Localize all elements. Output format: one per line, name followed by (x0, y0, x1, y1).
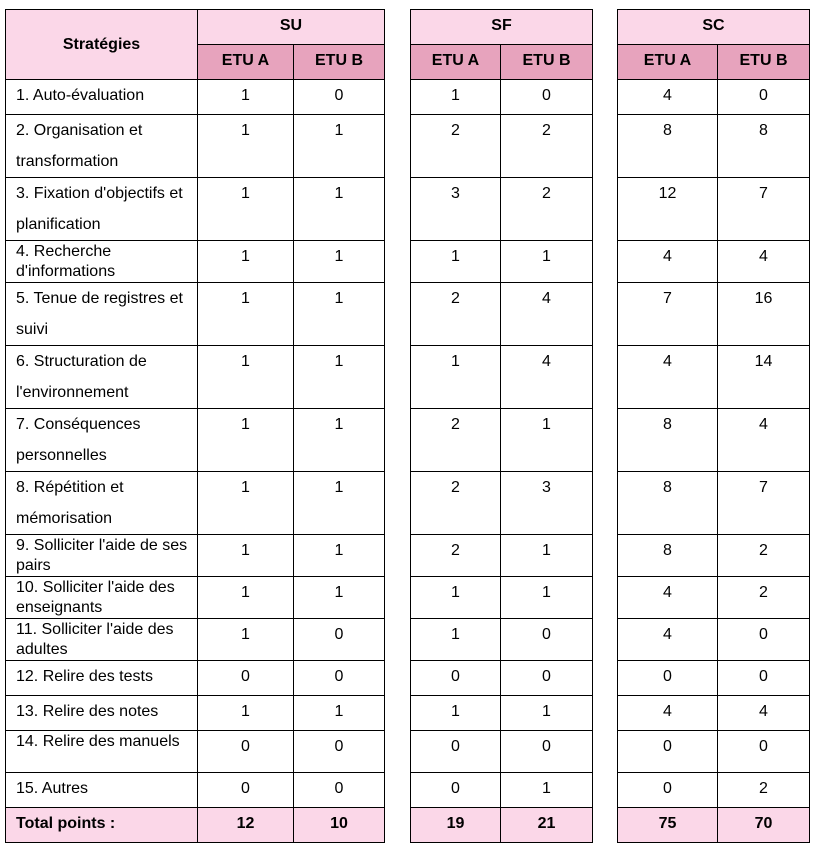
table-row (6, 619, 810, 661)
sf-etu-b-value: 0 (501, 80, 593, 115)
sf-etu-b-value: 0 (501, 619, 593, 661)
sf-etu-a-value: 0 (411, 661, 501, 696)
table-row (6, 346, 810, 409)
su-etu-a-value: 1 (198, 409, 294, 472)
su-etu-b-value: 1 (294, 115, 385, 178)
sf-etu-a-header: ETU A (411, 45, 501, 80)
sc-etu-b-value: 14 (718, 346, 810, 409)
table-row (6, 773, 810, 808)
strategy-label: 8. Répétition et mémorisation (6, 472, 198, 535)
su-etu-b-value: 1 (294, 535, 385, 577)
sf-etu-b-value: 1 (501, 577, 593, 619)
sf-etu-a-value: 1 (411, 80, 501, 115)
sc-etu-a-value: 4 (618, 241, 718, 283)
sf-etu-a-value: 2 (411, 535, 501, 577)
sc-etu-a-value: 8 (618, 409, 718, 472)
su-etu-a-value: 0 (198, 731, 294, 773)
table-row (6, 535, 810, 577)
sc-etu-b-value: 2 (718, 577, 810, 619)
strategy-label: 9. Solliciter l'aide de ses pairs (6, 535, 198, 577)
sc-etu-a-value: 4 (618, 696, 718, 731)
strategy-label: 15. Autres (6, 773, 198, 808)
strategy-label: 7. Conséquences personnelles (6, 409, 198, 472)
su-etu-a-header: ETU A (198, 45, 294, 80)
sc-etu-b-value: 16 (718, 283, 810, 346)
strategy-label: 4. Recherche d'informations (6, 241, 198, 283)
sc-etu-b-value: 0 (718, 661, 810, 696)
su-etu-b-value: 1 (294, 283, 385, 346)
strategy-label: 14. Relire des manuels (6, 731, 198, 773)
su-etu-b-value: 0 (294, 773, 385, 808)
sf-etu-b-value: 4 (501, 346, 593, 409)
table-row (6, 696, 810, 731)
sc-etu-a-value: 0 (618, 731, 718, 773)
sc-etu-a-total: 75 (618, 808, 718, 843)
table-row (6, 731, 810, 773)
su-etu-b-value: 0 (294, 80, 385, 115)
table-row (6, 80, 810, 115)
strategy-label: 11. Solliciter l'aide des adultes (6, 619, 198, 661)
su-etu-b-total: 10 (294, 808, 385, 843)
sc-etu-a-value: 8 (618, 472, 718, 535)
sc-etu-a-value: 8 (618, 535, 718, 577)
su-etu-a-value: 1 (198, 178, 294, 241)
sf-etu-a-value: 2 (411, 283, 501, 346)
table-row (6, 115, 810, 178)
su-etu-a-value: 1 (198, 619, 294, 661)
sf-etu-b-value: 4 (501, 283, 593, 346)
table-row (6, 472, 810, 535)
su-etu-a-value: 1 (198, 472, 294, 535)
sc-etu-b-value: 0 (718, 731, 810, 773)
strategy-label: 6. Structuration de l'environnement (6, 346, 198, 409)
su-etu-b-value: 1 (294, 346, 385, 409)
su-etu-a-value: 1 (198, 696, 294, 731)
strategy-label: 5. Tenue de registres et suivi (6, 283, 198, 346)
sc-etu-a-value: 8 (618, 115, 718, 178)
strategy-label: 1. Auto-évaluation (6, 80, 198, 115)
sf-etu-b-value: 3 (501, 472, 593, 535)
sf-etu-b-value: 2 (501, 178, 593, 241)
sc-etu-b-value: 4 (718, 241, 810, 283)
sc-etu-a-header: ETU A (618, 45, 718, 80)
sc-etu-a-value: 12 (618, 178, 718, 241)
table-row (6, 661, 810, 696)
sc-etu-b-value: 7 (718, 472, 810, 535)
strategies-table (5, 9, 810, 843)
sf-etu-a-value: 2 (411, 115, 501, 178)
sf-etu-a-value: 3 (411, 178, 501, 241)
su-etu-b-value: 1 (294, 696, 385, 731)
sc-etu-a-value: 0 (618, 773, 718, 808)
sc-etu-b-total: 70 (718, 808, 810, 843)
su-etu-b-header: ETU B (294, 45, 385, 80)
sf-etu-a-value: 1 (411, 577, 501, 619)
group-header-sc: SC (618, 10, 810, 45)
sf-etu-a-value: 2 (411, 409, 501, 472)
sc-etu-a-value: 4 (618, 619, 718, 661)
sf-etu-b-value: 1 (501, 696, 593, 731)
sc-etu-b-value: 7 (718, 178, 810, 241)
sc-etu-b-value: 0 (718, 80, 810, 115)
sc-etu-a-value: 0 (618, 661, 718, 696)
total-label: Total points : (6, 808, 198, 843)
su-etu-a-value: 1 (198, 115, 294, 178)
table-body (6, 80, 810, 843)
su-etu-a-value: 1 (198, 283, 294, 346)
sc-etu-b-value: 2 (718, 535, 810, 577)
group-header-sf: SF (411, 10, 593, 45)
su-etu-a-total: 12 (198, 808, 294, 843)
sc-etu-a-value: 4 (618, 346, 718, 409)
sc-etu-b-value: 2 (718, 773, 810, 808)
sf-etu-b-value: 1 (501, 241, 593, 283)
su-etu-b-value: 1 (294, 178, 385, 241)
sf-etu-a-value: 1 (411, 619, 501, 661)
sc-etu-b-value: 4 (718, 409, 810, 472)
sf-etu-a-value: 1 (411, 241, 501, 283)
sc-etu-a-value: 4 (618, 80, 718, 115)
sf-etu-b-value: 1 (501, 409, 593, 472)
sf-etu-a-value: 1 (411, 346, 501, 409)
su-etu-b-value: 0 (294, 619, 385, 661)
table-row (6, 409, 810, 472)
su-etu-b-value: 1 (294, 409, 385, 472)
group-header-su: SU (198, 10, 385, 45)
strategy-label: 10. Solliciter l'aide des enseignants (6, 577, 198, 619)
sf-etu-a-value: 0 (411, 773, 501, 808)
sc-etu-b-value: 4 (718, 696, 810, 731)
strategy-label: 12. Relire des tests (6, 661, 198, 696)
su-etu-a-value: 1 (198, 346, 294, 409)
sc-etu-b-value: 8 (718, 115, 810, 178)
sc-etu-a-value: 7 (618, 283, 718, 346)
sf-etu-a-total: 19 (411, 808, 501, 843)
su-etu-a-value: 1 (198, 241, 294, 283)
su-etu-b-value: 1 (294, 472, 385, 535)
su-etu-a-value: 1 (198, 80, 294, 115)
strategy-label: 13. Relire des notes (6, 696, 198, 731)
total-row (6, 808, 810, 843)
table-row (6, 577, 810, 619)
sf-etu-a-value: 1 (411, 696, 501, 731)
sf-etu-b-total: 21 (501, 808, 593, 843)
strategies-header: Stratégies (6, 10, 198, 80)
su-etu-a-value: 1 (198, 577, 294, 619)
sc-etu-b-value: 0 (718, 619, 810, 661)
strategy-label: 3. Fixation d'objectifs et planification (6, 178, 198, 241)
sc-etu-a-value: 4 (618, 577, 718, 619)
sf-etu-b-value: 2 (501, 115, 593, 178)
su-etu-b-value: 1 (294, 241, 385, 283)
table-row (6, 241, 810, 283)
su-etu-b-value: 0 (294, 731, 385, 773)
sf-etu-b-header: ETU B (501, 45, 593, 80)
su-etu-a-value: 0 (198, 661, 294, 696)
table-row (6, 283, 810, 346)
sc-etu-b-header: ETU B (718, 45, 810, 80)
table-row (6, 178, 810, 241)
sf-etu-b-value: 0 (501, 661, 593, 696)
su-etu-a-value: 1 (198, 535, 294, 577)
su-etu-b-value: 1 (294, 577, 385, 619)
strategy-label: 2. Organisation et transformation (6, 115, 198, 178)
sf-etu-a-value: 2 (411, 472, 501, 535)
su-etu-b-value: 0 (294, 661, 385, 696)
sf-etu-b-value: 1 (501, 773, 593, 808)
sf-etu-a-value: 0 (411, 731, 501, 773)
sf-etu-b-value: 1 (501, 535, 593, 577)
su-etu-a-value: 0 (198, 773, 294, 808)
sf-etu-b-value: 0 (501, 731, 593, 773)
